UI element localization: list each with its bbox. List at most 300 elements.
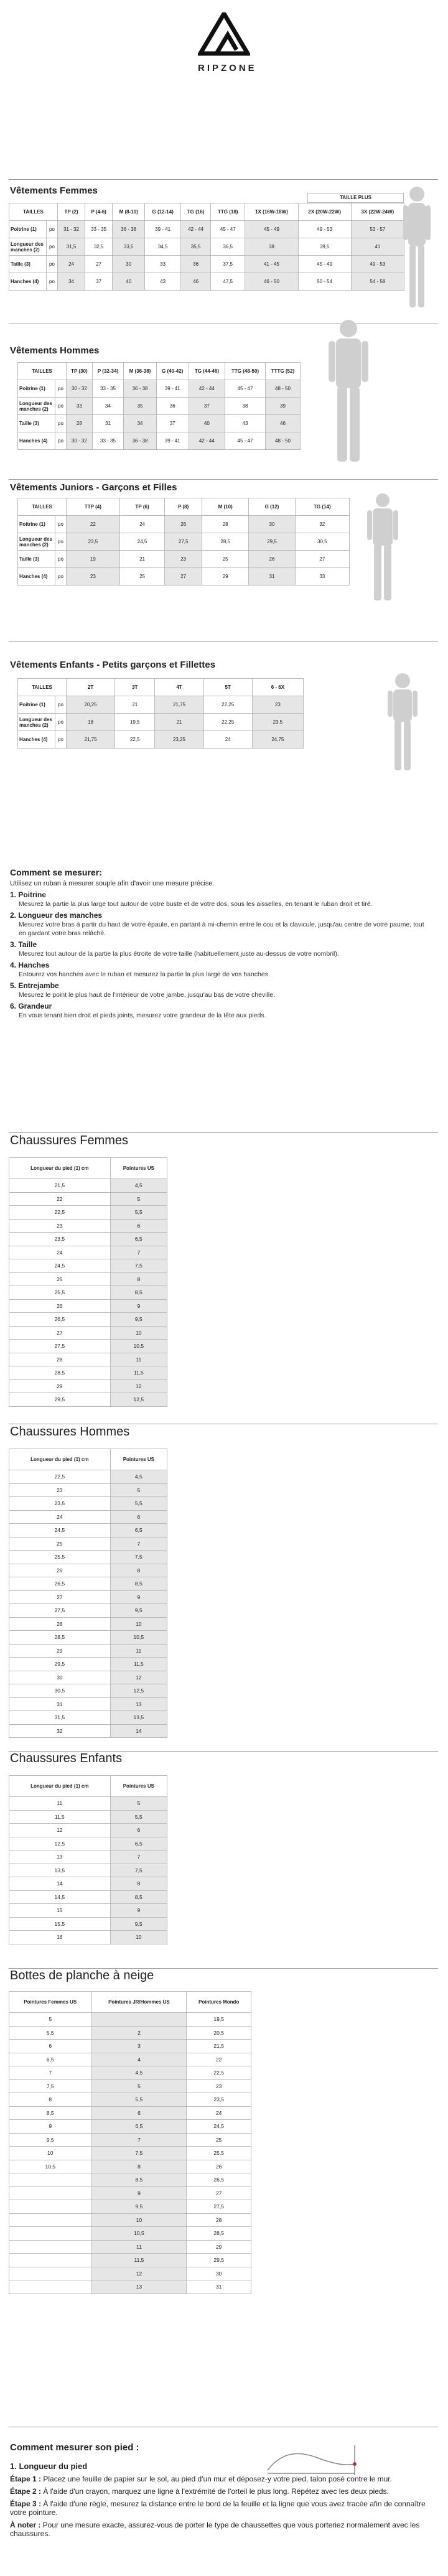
table-row <box>9 2040 251 2053</box>
table-cell: 8,5 <box>110 1286 167 1300</box>
table-row <box>9 273 404 291</box>
table-row <box>18 516 350 533</box>
table-cell: 24 <box>203 731 252 749</box>
table-cell: 30,5 <box>9 1684 111 1698</box>
snowboard-title: Bottes de planche à neige <box>10 1969 154 1982</box>
foot-step-label: Étape 2 : <box>10 2487 44 2496</box>
women-title: Vêtements Femmes <box>10 185 98 196</box>
table-cell: 22,5 <box>9 1470 111 1484</box>
table-row <box>9 1393 167 1407</box>
table-cell: 46 - 50 <box>245 273 298 291</box>
header-row <box>18 363 301 380</box>
table-cell: 6 <box>110 1219 167 1233</box>
table-cell: 25,5 <box>9 1551 111 1564</box>
table-cell: 28 <box>187 2213 251 2227</box>
women-size-table <box>9 203 404 291</box>
measure-item <box>10 940 433 958</box>
column-header: Pointures Femmes US <box>9 1992 92 2013</box>
shoes-kids-title: Chaussures Enfants <box>10 1752 123 1765</box>
table-cell: 14,5 <box>9 1890 111 1904</box>
table-cell: 6 <box>110 1510 167 1524</box>
men-size-table <box>17 362 301 450</box>
table-cell: 25 <box>187 2133 251 2147</box>
table-cell: 29 <box>9 1644 111 1658</box>
table-row <box>9 238 404 256</box>
table-cell: 5 <box>110 1797 167 1811</box>
table-row <box>9 1340 167 1353</box>
table-row <box>9 1366 167 1380</box>
table-cell: 5 <box>9 2013 92 2027</box>
table-cell: 6,5 <box>9 2053 92 2066</box>
table-row <box>9 1259 167 1273</box>
column-header: TTTG (52) <box>265 363 300 380</box>
table-cell: 13 <box>9 1850 111 1864</box>
table-cell: 31 <box>187 2280 251 2294</box>
table-cell: 7,5 <box>110 1551 167 1564</box>
row-label: Longueur des manches (2) <box>9 238 47 256</box>
table-row <box>9 1644 167 1658</box>
kid-figure-icon <box>383 672 423 775</box>
column-header: Longueur du pied (1) cm <box>9 1449 111 1470</box>
table-cell <box>9 2200 92 2214</box>
table-cell: 34 <box>58 273 85 291</box>
table-cell: 8 <box>9 2093 92 2107</box>
unit-label: po <box>55 516 67 533</box>
table-cell: 7,5 <box>9 2079 92 2093</box>
divider <box>9 179 438 180</box>
column-header: TG (44-46) <box>189 363 225 380</box>
column-header: TTP (4) <box>67 498 120 516</box>
table-cell: 24 <box>187 2106 251 2120</box>
table-cell: 36 - 38 <box>113 221 145 238</box>
table-cell: 9,5 <box>91 2200 187 2214</box>
foot-step-label: À noter : <box>10 2521 43 2529</box>
table-cell: 8,5 <box>110 1890 167 1904</box>
table-cell: 22,5 <box>9 1206 111 1220</box>
snowboard-boots-table <box>9 1991 251 2294</box>
table-cell: 5 <box>91 2079 187 2093</box>
table-cell: 12,5 <box>110 1684 167 1698</box>
table-cell: 6 <box>110 1824 167 1837</box>
table-row <box>9 1590 167 1604</box>
measure-intro: Utilisez un ruban à mesurer souple afin d'avoir une mesure précise. <box>10 880 215 887</box>
foot-step-text: Placez une feuille de papier sur le sol, au pied d'un mur et déposez-y votre pied, talon posé contre le mur. <box>43 2475 392 2483</box>
measure-item-text: Mesurez la partie la plus large tout autour de votre buste et de votre dos, sous les aisselles, en tenant le ruban droit et tiré. <box>19 900 373 908</box>
table-row <box>9 1497 167 1511</box>
table-cell: 10 <box>9 2147 92 2160</box>
measure-item-heading: 3. Taille <box>10 940 37 949</box>
table-cell: 11 <box>9 1797 111 1811</box>
table-row <box>9 2227 251 2241</box>
foot-step <box>10 2521 439 2538</box>
table-row <box>9 1631 167 1645</box>
table-row <box>9 1192 167 1206</box>
table-cell: 7 <box>110 1850 167 1864</box>
table-cell: 5,5 <box>110 1810 167 1824</box>
table-cell: 5 <box>110 1483 167 1497</box>
unit-label: po <box>55 415 67 432</box>
table-cell: 45 - 47 <box>211 221 245 238</box>
row-label: Poitrine (1) <box>18 380 55 398</box>
measure-item-text: Mesurez votre bras à partir du haut de votre épaule, en partant à mi-chemin entre le cou et la clavicule, jusqu'au centre de votre paume, tout en gardant votre bras relâché. <box>19 921 424 937</box>
measure-item-text: Mesurez le point le plus haut de l'intérieur de votre jambe, jusqu'au bas de votre cheville. <box>19 991 275 999</box>
table-cell: 11,5 <box>110 1366 167 1380</box>
table-row <box>9 1577 167 1591</box>
table-cell: 6,5 <box>110 1524 167 1538</box>
divider <box>9 1132 438 1133</box>
table-cell: 24,75 <box>252 731 303 749</box>
foot-step <box>10 2475 439 2483</box>
table-cell <box>91 2013 187 2027</box>
unit-label: po <box>47 221 58 238</box>
table-cell: 9,5 <box>110 1604 167 1618</box>
table-cell: 23,5 <box>9 1497 111 1511</box>
table-cell: 5,5 <box>91 2093 187 2107</box>
table-cell: 23,5 <box>9 1233 111 1246</box>
table-row <box>18 533 350 551</box>
measure-item-text: Entourez vos hanches avec le ruban et mesurez la partie la plus large de vos hanches. <box>19 971 270 978</box>
column-header: 3T <box>115 679 155 696</box>
table-cell: 3 <box>91 2040 187 2053</box>
row-label: Longueur des manches (2) <box>18 714 55 731</box>
table-cell: 6,5 <box>91 2120 187 2134</box>
table-row <box>18 415 301 432</box>
table-cell: 8 <box>110 1564 167 1577</box>
table-cell: 27 <box>295 551 349 568</box>
table-cell: 27,5 <box>187 2200 251 2214</box>
table-cell: 10,5 <box>110 1631 167 1645</box>
table-row <box>9 2173 251 2187</box>
divider <box>9 479 438 480</box>
column-header: G (40-42) <box>156 363 189 380</box>
column-header: Pointures JR/Hommes US <box>91 1992 187 2013</box>
table-cell: 25 <box>202 551 248 568</box>
brand-name: RIPZONE <box>198 63 257 73</box>
measure-item <box>10 961 433 979</box>
table-cell: 27 <box>9 1326 111 1340</box>
table-cell: 31 <box>249 568 295 586</box>
table-cell: 36 <box>181 256 211 273</box>
table-cell <box>9 2280 92 2294</box>
table-cell: 38 <box>225 398 266 415</box>
table-row <box>9 1604 167 1618</box>
men-title: Vêtements Hommes <box>10 345 100 356</box>
table-row <box>9 1850 167 1864</box>
table-row <box>9 2053 251 2066</box>
table-cell: 9 <box>110 1590 167 1604</box>
table-cell: 27,5 <box>9 1604 111 1618</box>
row-label: Longueur des manches (2) <box>18 398 55 415</box>
kids-size-table <box>17 678 304 749</box>
table-cell: 11,5 <box>91 2254 187 2267</box>
table-cell: 10 <box>110 1617 167 1631</box>
unit-label: po <box>55 568 67 586</box>
table-cell: 48 - 50 <box>265 432 300 450</box>
measure-instructions <box>10 868 433 1020</box>
table-row <box>9 2026 251 2040</box>
table-cell: 39 - 41 <box>156 432 189 450</box>
table-cell: 31 <box>9 1697 111 1711</box>
table-cell: 27 <box>85 256 113 273</box>
table-cell: 6 <box>9 2040 92 2053</box>
table-cell: 34 <box>124 415 157 432</box>
table-cell: 26 <box>165 516 202 533</box>
table-cell: 19,5 <box>115 714 155 731</box>
table-row <box>9 1931 167 1944</box>
table-cell: 29 <box>187 2240 251 2254</box>
column-header: M (36-38) <box>124 363 157 380</box>
column-header: G (12-14) <box>145 203 181 221</box>
table-cell: 9 <box>110 1299 167 1313</box>
divider <box>9 641 438 642</box>
table-cell: 7 <box>9 2066 92 2080</box>
row-label: Hanches (4) <box>9 273 47 291</box>
row-label: Poitrine (1) <box>9 221 47 238</box>
table-row <box>9 2240 251 2254</box>
table-cell: 4,5 <box>110 1179 167 1193</box>
column-header: 3X (22W-24W) <box>351 203 404 221</box>
measure-title: Comment se mesurer: <box>10 867 102 877</box>
table-row <box>18 380 301 398</box>
table-row <box>9 2133 251 2147</box>
column-header: TAILLES <box>18 363 67 380</box>
table-row <box>9 1697 167 1711</box>
column-header: 6 - 6X <box>252 679 303 696</box>
table-cell: 33 - 35 <box>92 432 124 450</box>
table-cell: 16 <box>9 1931 111 1944</box>
table-cell: 30 <box>187 2267 251 2280</box>
table-cell: 24 <box>9 1510 111 1524</box>
table-cell: 31 <box>92 415 124 432</box>
unit-label: po <box>55 380 67 398</box>
table-cell: 21,5 <box>9 1179 111 1193</box>
table-cell: 14 <box>110 1724 167 1738</box>
table-cell: 9 <box>91 2186 187 2200</box>
table-cell: 7,5 <box>91 2147 187 2160</box>
table-cell: 40 <box>189 415 225 432</box>
table-row <box>9 1313 167 1327</box>
table-cell: 45 - 47 <box>225 432 266 450</box>
table-cell: 43 <box>225 415 266 432</box>
table-cell: 48 - 50 <box>265 380 300 398</box>
table-cell: 22,25 <box>203 696 252 714</box>
table-cell: 8 <box>110 1877 167 1891</box>
table-cell: 5,5 <box>110 1206 167 1220</box>
table-row <box>9 1219 167 1233</box>
row-label: Longueur des manches (2) <box>18 533 55 551</box>
table-row <box>9 1837 167 1850</box>
table-row <box>9 2066 251 2080</box>
unit-label: po <box>55 551 67 568</box>
column-header: P (8) <box>165 498 202 516</box>
column-header: TP (2) <box>58 203 85 221</box>
table-row <box>9 1483 167 1497</box>
table-cell: 38 <box>245 238 298 256</box>
table-cell: 25 <box>9 1272 111 1286</box>
table-cell: 18 <box>67 714 115 731</box>
table-cell: 9,5 <box>9 2133 92 2147</box>
table-cell: 30 <box>9 1671 111 1684</box>
table-row <box>9 1658 167 1671</box>
table-row <box>9 2254 251 2267</box>
table-cell: 10 <box>91 2213 187 2227</box>
measure-item-text: En vous tenant bien droit et pieds joints, mesurez votre grandeur de la tête aux pieds. <box>19 1012 266 1019</box>
kids-shoes-table <box>9 1775 167 1944</box>
table-cell: 9,5 <box>110 1917 167 1931</box>
table-cell: 27 <box>165 568 202 586</box>
row-label: Taille (3) <box>18 415 55 432</box>
table-cell: 21,5 <box>187 2040 251 2053</box>
column-header: 5T <box>203 679 252 696</box>
table-cell: 49 - 53 <box>298 221 351 238</box>
unit-label: po <box>47 256 58 273</box>
measure-item <box>10 981 433 999</box>
unit-label: po <box>55 432 67 450</box>
table-cell: 7 <box>91 2133 187 2147</box>
shoes-women-title: Chaussures Femmes <box>10 1134 129 1147</box>
table-cell <box>9 2186 92 2200</box>
table-cell: 41 <box>351 238 404 256</box>
plus-size-label: TAILLE PLUS <box>307 193 404 203</box>
table-cell: 21 <box>115 696 155 714</box>
table-cell: 12 <box>9 1824 111 1837</box>
juniors-size-table <box>17 498 350 586</box>
table-cell: 8,5 <box>9 2106 92 2120</box>
measure-item-heading: 2. Longueur des manches <box>10 911 103 920</box>
table-cell: 19,5 <box>187 2013 251 2027</box>
table-cell: 26,5 <box>187 2173 251 2187</box>
row-label: Taille (3) <box>18 551 55 568</box>
table-cell: 12 <box>110 1671 167 1684</box>
table-cell: 10 <box>110 1326 167 1340</box>
table-cell: 22,5 <box>115 731 155 749</box>
measure-item-heading: 5. Entrejambe <box>10 981 59 990</box>
table-cell: 30,5 <box>295 533 349 551</box>
table-cell: 14 <box>9 1877 111 1891</box>
table-cell: 21 <box>119 551 165 568</box>
table-row <box>18 432 301 450</box>
table-row <box>18 714 304 731</box>
header-row <box>18 498 350 516</box>
column-header: M (8-10) <box>113 203 145 221</box>
table-row <box>9 1353 167 1366</box>
table-cell: 8,5 <box>91 2173 187 2187</box>
row-label: Poitrine (1) <box>18 696 55 714</box>
table-cell: 41 - 45 <box>245 256 298 273</box>
foot-step-text: À l'aide d'une règle, mesurez la distance entre le bord de la feuille et la ligne que vous avez tracée afin de connaître votre pointure. <box>10 2499 426 2517</box>
table-cell: 46 <box>181 273 211 291</box>
table-cell: 42 - 44 <box>181 221 211 238</box>
table-cell: 23,5 <box>252 714 303 731</box>
table-cell: 31,5 <box>9 1711 111 1725</box>
unit-label: po <box>55 731 67 749</box>
table-cell: 24 <box>9 1246 111 1259</box>
table-cell: 10 <box>110 1931 167 1944</box>
unit-label: po <box>55 533 67 551</box>
table-cell: 24,5 <box>9 1259 111 1273</box>
table-cell: 11 <box>91 2240 187 2254</box>
table-cell: 28 <box>9 1617 111 1631</box>
table-cell <box>9 2267 92 2280</box>
column-header: TG (14) <box>295 498 349 516</box>
table-cell: 42 - 44 <box>189 380 225 398</box>
column-header: TG (16) <box>181 203 211 221</box>
table-row <box>9 1299 167 1313</box>
table-cell: 13 <box>110 1697 167 1711</box>
table-cell: 33 - 35 <box>85 221 113 238</box>
table-cell: 45 - 49 <box>298 256 351 273</box>
table-cell <box>9 2240 92 2254</box>
men-shoes-table <box>9 1449 167 1738</box>
table-cell: 45 - 47 <box>225 380 266 398</box>
table-cell: 35 <box>124 398 157 415</box>
table-cell: 6,5 <box>110 1837 167 1850</box>
table-cell: 8 <box>110 1272 167 1286</box>
table-cell: 29,5 <box>9 1393 111 1407</box>
table-cell: 13,5 <box>9 1864 111 1877</box>
column-header: Pointures US <box>110 1449 167 1470</box>
table-cell: 54 - 58 <box>351 273 404 291</box>
foot-subtitle: 1. Longueur du pied <box>10 2462 88 2471</box>
table-cell: 36 - 38 <box>124 432 157 450</box>
junior-figure-icon <box>361 492 404 604</box>
table-cell: 13 <box>91 2280 187 2294</box>
table-cell: 8,5 <box>110 1577 167 1591</box>
table-cell: 10,5 <box>110 1340 167 1353</box>
table-cell: 11,5 <box>9 1810 111 1824</box>
table-cell: 30 <box>249 516 295 533</box>
table-cell: 24 <box>58 256 85 273</box>
table-row <box>9 2120 251 2134</box>
measure-item <box>10 890 433 908</box>
table-row <box>18 398 301 415</box>
table-cell: 7,5 <box>110 1259 167 1273</box>
column-header: TTG (18) <box>211 203 245 221</box>
column-header: 1X (16W-18W) <box>245 203 298 221</box>
table-cell: 36 - 38 <box>124 380 157 398</box>
table-cell: 28,5 <box>187 2227 251 2241</box>
table-cell: 33 <box>145 256 181 273</box>
foot-step-text: À l'aide d'un crayon, marquez une ligne à l'extrémité de l'orteil le plus long. Répétez avec les deux pieds. <box>43 2487 389 2496</box>
table-cell: 26 <box>187 2160 251 2173</box>
table-cell: 22 <box>9 1192 111 1206</box>
table-cell: 21,75 <box>155 696 203 714</box>
table-cell: 12 <box>91 2267 187 2280</box>
unit-label: po <box>55 714 67 731</box>
table-cell: 23 <box>9 1483 111 1497</box>
table-row <box>9 1272 167 1286</box>
column-header: TP (30) <box>67 363 93 380</box>
table-cell: 22 <box>67 516 120 533</box>
table-cell: 4,5 <box>91 2066 187 2080</box>
table-row <box>18 551 350 568</box>
table-row <box>9 2267 251 2280</box>
table-cell: 37 <box>85 273 113 291</box>
table-row <box>9 1537 167 1551</box>
table-row <box>9 1864 167 1877</box>
table-cell: 37 <box>189 398 225 415</box>
table-cell: 22,5 <box>187 2066 251 2080</box>
measure-item <box>10 1002 433 1020</box>
table-cell: 29 <box>202 568 248 586</box>
table-row <box>9 1617 167 1631</box>
kids-title: Vêtements Enfants - Petits garçons et Fillettes <box>10 660 216 670</box>
table-cell: 39 <box>265 398 300 415</box>
table-cell: 53 - 57 <box>351 221 404 238</box>
table-cell: 28,5 <box>202 533 248 551</box>
table-row <box>9 1524 167 1538</box>
table-cell: 25,5 <box>9 1286 111 1300</box>
